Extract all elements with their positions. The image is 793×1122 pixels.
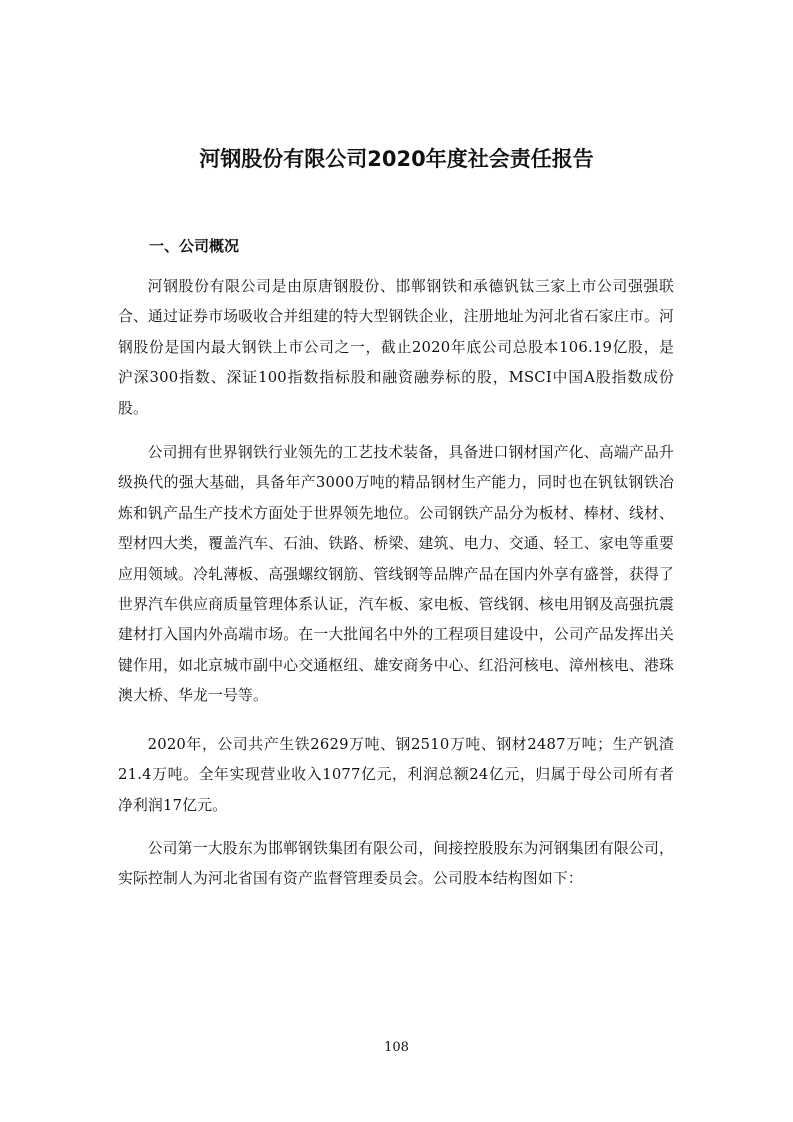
paragraph-products-capabilities: 公司拥有世界钢铁行业领先的工艺技术装备，具备进口钢材国产化、高端产品升级换代的强大基础，具备年产3000万吨的精品钢材生产能力，同时也在钒钛钢铁冶炼和钒产品生产技术方面处于世界领先地位。公司钢铁产品分为板材、棒材、线材、型材四大类，覆盖汽车、石油、铁路、桥梁、建筑、电力、交通、轻工、家电等重要应用领域。冷轧薄板、高强螺纹钢筋、管线钢等品牌产品在国内外享有盛誉，获得了世界汽车供应商质量管理体系认证，汽车板、家电板、管线钢、核电用钢及高强抗震建材打入国内外高端市场。在一大批闻名中外的工程项目建设中，公司产品发挥出关键作用，如北京城市副中心交通枢纽、雄安商务中心、红沿河核电、漳州核电、港珠澳大桥、华龙一号等。 xyxy=(118,444,674,705)
paragraph-shareholders: 公司第一大股东为邯郸钢铁集团有限公司，间接控股股东为河钢集团有限公司，实际控制人为河北省国有资产监督管理委员会。公司股本结构图如下： xyxy=(118,840,674,888)
page-number: 108 xyxy=(384,1040,409,1055)
document-title: 河钢股份有限公司2020年度社会责任报告 xyxy=(199,147,594,171)
paragraph-2020-output: 2020年，公司共产生铁2629万吨、钢2510万吨、钢材2487万吨；生产钒渣21.4万吨。全年实现营业收入1077亿元，利润总额24亿元，归属于母公司所有者净利润17亿元。 xyxy=(118,736,674,814)
section-heading: 一、公司概况 xyxy=(149,237,240,255)
paragraph-company-overview: 河钢股份有限公司是由原唐钢股份、邯郸钢铁和承德钒钛三家上市公司强强联合、通过证券市场吸收合并组建的特大型钢铁企业，注册地址为河北省石家庄市。河钢股份是国内最大钢铁上市公司之一，截止2020年底公司总股本106.19亿股，是沪深300指数、深证100指数指标股和融资融券标的股，MSCI中国A股指数成份股。 xyxy=(118,278,674,417)
